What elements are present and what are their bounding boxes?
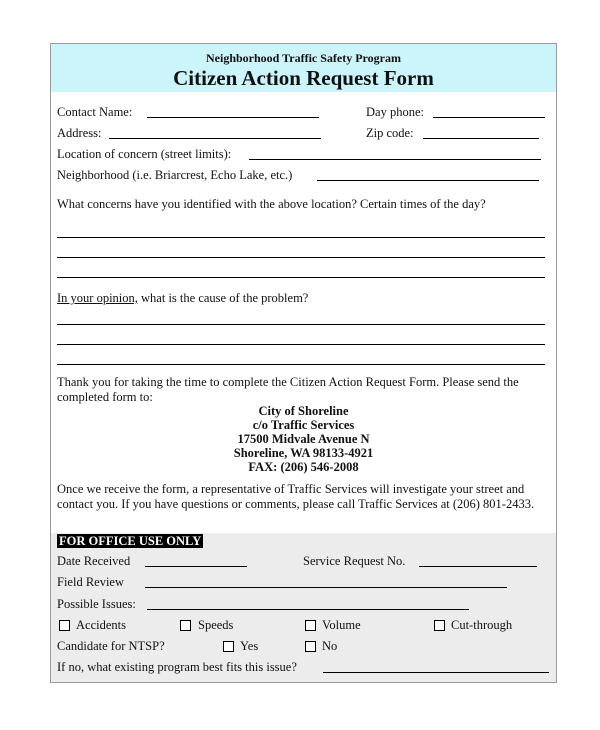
ntsp-no-label: No	[322, 639, 338, 653]
address-line-4: Shoreline, WA 98133-4921	[233, 446, 374, 460]
ntsp-yes-checkbox[interactable]	[223, 641, 234, 652]
office-use-badge: FOR OFFICE USE ONLY	[59, 534, 202, 548]
address-line-2: c/o Traffic Services	[252, 418, 355, 432]
cause-line-3[interactable]	[57, 364, 545, 365]
cause-line-1[interactable]	[57, 324, 545, 325]
cause-question-emphasis: In your opinion,	[57, 291, 138, 305]
fax-number: FAX: (206) 546-2008	[248, 460, 359, 474]
speeds-checkbox[interactable]	[180, 620, 191, 631]
ntsp-label: Candidate for NTSP?	[57, 639, 165, 653]
followup-text: Once we receive the form, a representative of Traffic Services will investigate your street and contact you. If you have questions or comments, please call Traffic Services at (206) 801-2433.	[57, 482, 535, 511]
date-received-field[interactable]	[145, 566, 247, 567]
cut-through-checkbox[interactable]	[434, 620, 445, 631]
program-name: Neighborhood Traffic Safety Program	[206, 51, 401, 65]
address-line-3: 17500 Midvale Avenue N	[237, 432, 370, 446]
concerns-line-2[interactable]	[57, 257, 545, 258]
ntsp-yes-label: Yes	[240, 639, 259, 653]
day-phone-label: Day phone:	[366, 105, 424, 119]
accidents-checkbox[interactable]	[59, 620, 70, 631]
date-received-label: Date Received	[57, 554, 131, 568]
address-line-1: City of Shoreline	[258, 404, 349, 418]
citizen-action-request-form	[50, 43, 557, 683]
service-request-field[interactable]	[419, 566, 537, 567]
concerns-question: What concerns have you identified with the above location? Certain times of the day?	[57, 197, 486, 211]
neighborhood-field[interactable]	[317, 180, 539, 181]
field-review-field[interactable]	[145, 587, 507, 588]
zip-code-field[interactable]	[423, 138, 539, 139]
speeds-label: Speeds	[198, 618, 234, 632]
cut-through-label: Cut-through	[451, 618, 513, 632]
possible-issues-field[interactable]	[147, 609, 469, 610]
field-review-label: Field Review	[57, 575, 125, 589]
volume-label: Volume	[322, 618, 361, 632]
day-phone-field[interactable]	[433, 117, 545, 118]
program-fit-label: If no, what existing program best fits this issue?	[57, 660, 297, 674]
location-field[interactable]	[249, 159, 541, 160]
contact-name-field[interactable]	[147, 117, 319, 118]
possible-issues-label: Possible Issues:	[57, 597, 136, 611]
location-label: Location of concern (street limits):	[57, 147, 232, 161]
cause-line-2[interactable]	[57, 344, 545, 345]
concerns-line-3[interactable]	[57, 277, 545, 278]
cause-question-rest: what is the cause of the problem?	[137, 291, 309, 305]
volume-checkbox[interactable]	[305, 620, 316, 631]
address-label: Address:	[57, 126, 102, 140]
address-field[interactable]	[109, 138, 321, 139]
zip-code-label: Zip code:	[366, 126, 414, 140]
thanks-text: Thank you for taking the time to complete the Citizen Action Request Form. Please send the completed form to:	[57, 375, 519, 404]
neighborhood-label: Neighborhood (i.e. Briarcrest, Echo Lake, etc.)	[57, 168, 293, 182]
accidents-label: Accidents	[76, 618, 126, 632]
concerns-line-1[interactable]	[57, 237, 545, 238]
contact-name-label: Contact Name:	[57, 105, 133, 119]
service-request-label: Service Request No.	[303, 554, 406, 568]
form-title: Citizen Action Request Form	[173, 66, 434, 90]
program-fit-field[interactable]	[323, 672, 549, 673]
form-header	[51, 44, 556, 92]
ntsp-no-checkbox[interactable]	[305, 641, 316, 652]
cause-question	[57, 291, 308, 306]
